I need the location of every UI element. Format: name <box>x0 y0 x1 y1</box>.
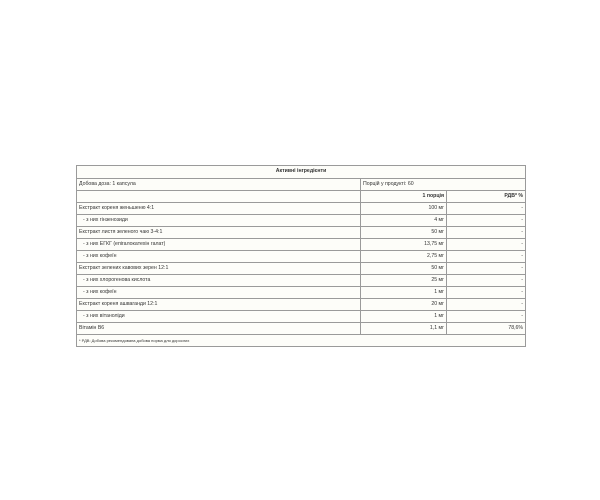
ingredient-rda: - <box>447 227 526 239</box>
table-row <box>77 203 526 215</box>
ingredient-name: Екстракт листя зеленого чаю 3-4:1 <box>77 227 361 239</box>
ingredient-rda: - <box>447 215 526 227</box>
footnote-row <box>77 335 526 347</box>
table-row <box>77 263 526 275</box>
ingredient-name: - з них гінзенозиди <box>77 215 361 227</box>
ingredient-name: - з них кофеїн <box>77 287 361 299</box>
ingredient-rda: - <box>447 299 526 311</box>
table-row <box>77 215 526 227</box>
ingredient-rda: - <box>447 239 526 251</box>
ingredient-rda: - <box>447 263 526 275</box>
ingredient-amount: 1,1 мг <box>361 323 447 335</box>
ingredient-rda: 78,6% <box>447 323 526 335</box>
ingredient-name: - з них хлорогенова кислота <box>77 275 361 287</box>
ingredient-amount: 1 мг <box>361 287 447 299</box>
table-row <box>77 275 526 287</box>
ingredient-amount: 25 мг <box>361 275 447 287</box>
ingredient-name: - з них ЕГКГ (епігалокатехін галат) <box>77 239 361 251</box>
table-title: Активні інгредієнти <box>77 166 526 179</box>
table-row <box>77 239 526 251</box>
active-ingredients-table <box>76 165 526 347</box>
dose-row <box>77 179 526 191</box>
ingredient-name: Екстракт кореня ашваганди 12:1 <box>77 299 361 311</box>
header-rda: РДВ* % <box>447 191 526 203</box>
ingredient-name: Екстракт зелених кавових зерен 12:1 <box>77 263 361 275</box>
ingredient-rda: - <box>447 251 526 263</box>
ingredient-amount: 4 мг <box>361 215 447 227</box>
table-row <box>77 251 526 263</box>
ingredient-amount: 50 мг <box>361 263 447 275</box>
ingredient-name: - з них вітаноліди <box>77 311 361 323</box>
table-title-row <box>77 166 526 179</box>
ingredient-rda: - <box>447 287 526 299</box>
column-header-row <box>77 191 526 203</box>
ingredient-amount: 2,75 мг <box>361 251 447 263</box>
ingredient-amount: 13,75 мг <box>361 239 447 251</box>
ingredient-rda: - <box>447 275 526 287</box>
table-row <box>77 287 526 299</box>
table-row <box>77 227 526 239</box>
ingredient-rda: - <box>447 311 526 323</box>
ingredients-table-wrapper <box>76 165 525 347</box>
footnote: * РДВ: Добова рекомендована добова норма для дорослих <box>77 335 526 347</box>
ingredient-name: Вітамін В6 <box>77 323 361 335</box>
servings-per-container: Порцій у продукті: 60 <box>361 179 526 191</box>
ingredient-rda: - <box>447 203 526 215</box>
ingredient-name: - з них кофеїн <box>77 251 361 263</box>
daily-dose: Добова доза: 1 капсула <box>77 179 361 191</box>
ingredient-amount: 50 мг <box>361 227 447 239</box>
ingredient-amount: 100 мг <box>361 203 447 215</box>
header-empty <box>77 191 361 203</box>
ingredient-amount: 1 мг <box>361 311 447 323</box>
ingredient-amount: 20 мг <box>361 299 447 311</box>
header-serving: 1 порція <box>361 191 447 203</box>
table-row <box>77 311 526 323</box>
table-row <box>77 299 526 311</box>
table-row <box>77 323 526 335</box>
ingredient-name: Екстракт кореня женьшеню 4:1 <box>77 203 361 215</box>
